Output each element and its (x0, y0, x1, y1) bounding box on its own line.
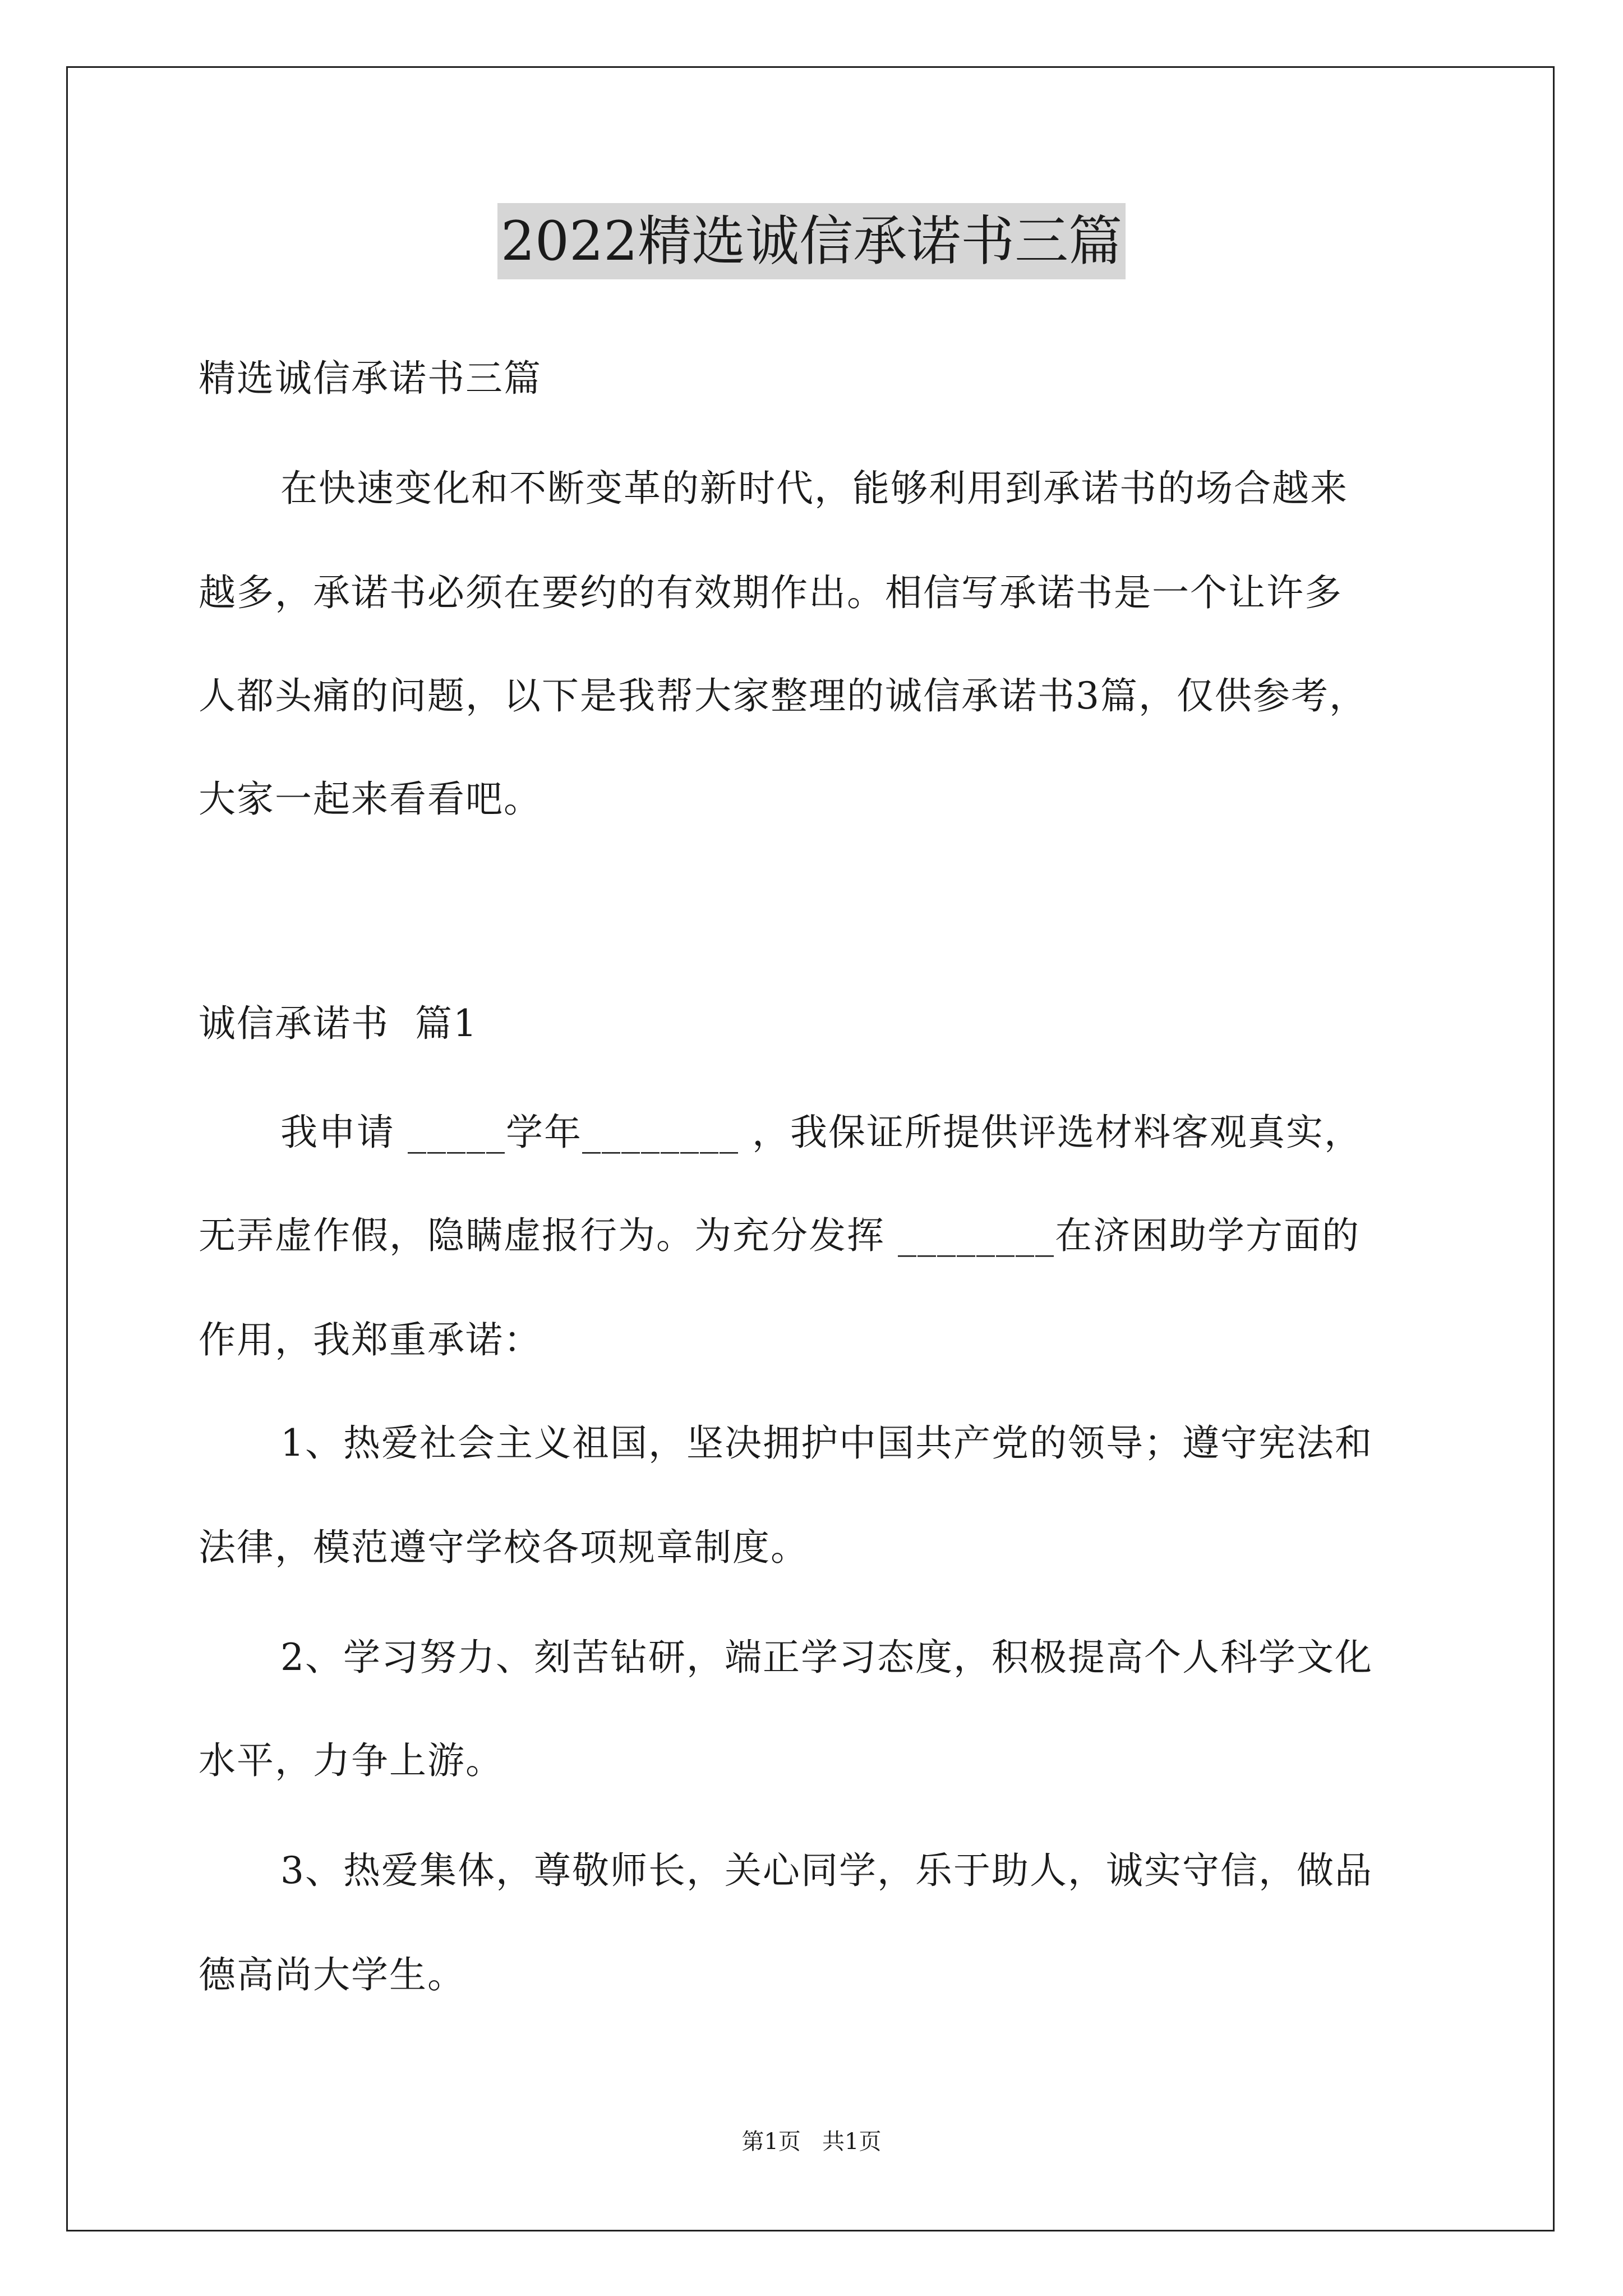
body-line-7: 水平，力争上游。 (199, 1739, 504, 1782)
body-line-2: 无弄虚作假，隐瞒虚报行为。为充分发挥 ________在济困助学方面的 (199, 1214, 1360, 1257)
body-line-5: 法律，模范遵守学校各项规章制度。 (199, 1526, 809, 1569)
body-line-9: 德高尚大学生。 (199, 1953, 465, 1996)
page-footer: 第1页 共1页 (741, 2129, 882, 2155)
section-heading: 诚信承诺书 篇1 (199, 1002, 478, 1045)
body-line-1: 我申请 _____学年________ ，我保证所提供评选材料客观真实， (280, 1111, 1362, 1154)
document-title: 2022精选诚信承诺书三篇 (497, 203, 1126, 279)
body-line-4: 1、热爱社会主义祖国，坚决拥护中国共产党的领导；遵守宪法和 (280, 1421, 1373, 1465)
body-line-6: 2、学习努力、刻苦钻研，端正学习态度，积极提高个人科学文化 (280, 1636, 1373, 1679)
title-container (0, 203, 1623, 279)
intro-line-4: 大家一起来看看吧。 (199, 777, 542, 821)
intro-line-3: 人都头痛的问题，以下是我帮大家整理的诚信承诺书3篇，仅供参考， (199, 674, 1367, 717)
body-line-8: 3、热爱集体，尊敬师长，关心同学，乐于助人，诚实守信，做品 (280, 1849, 1373, 1892)
intro-line-2: 越多，承诺书必须在要约的有效期作出。相信写承诺书是一个让许多 (199, 571, 1343, 614)
intro-line-1: 在快速变化和不断变革的新时代，能够利用到承诺书的场合越来 (280, 467, 1348, 510)
body-line-3: 作用，我郑重承诺： (199, 1318, 542, 1361)
document-subtitle: 精选诚信承诺书三篇 (199, 357, 542, 400)
